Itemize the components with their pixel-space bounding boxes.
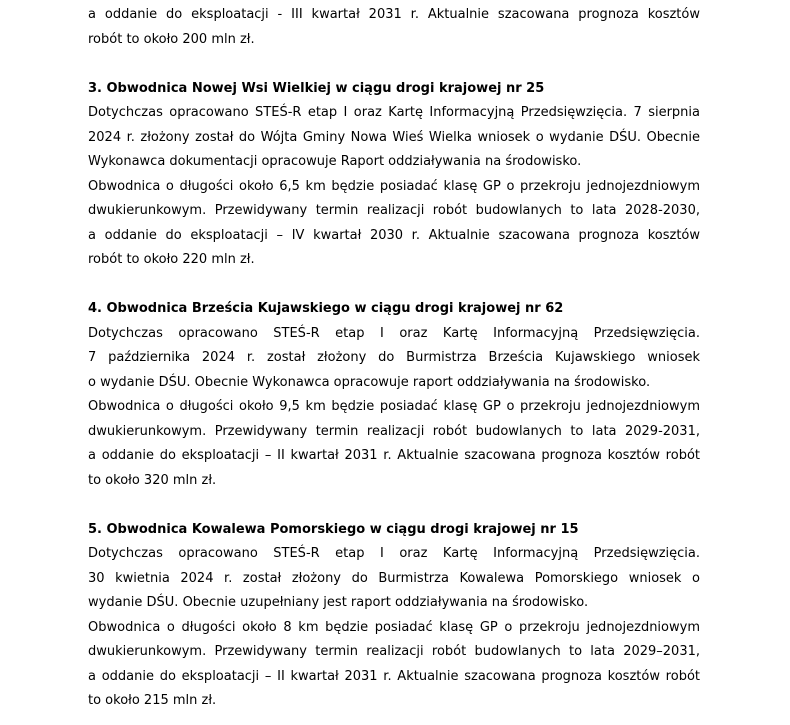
section-heading-3: 3. Obwodnica Nowej Wsi Wielkiej w ciągu drogi krajowej nr 25	[88, 80, 545, 96]
text-line: dwukierunkowym. Przewidywany termin realizacji robót budowlanych to lata 2028-2030,	[88, 203, 700, 218]
blank-line	[88, 493, 700, 518]
text-line: Dotychczas opracowano STEŚ-R etap I oraz Kartę Informacyjną Przedsięwzięcia. 7 sierpnia	[88, 105, 700, 120]
text-line: wydanie DŚU. Obecnie uzupełniany jest raport oddziaływania na środowisko.	[88, 595, 589, 610]
text-line: dwukierunkowym. Przewidywany termin realizacji robót budowlanych to lata 2029–2031,	[88, 644, 700, 659]
document-content	[88, 3, 700, 714]
text-line: Dotychczas opracowano STEŚ-R etap I oraz Kartę Informacyjną Przedsięwzięcia.	[88, 325, 700, 341]
text-line: a oddanie do eksploatacji – II kwartał 2031 r. Aktualnie szacowana prognoza kosztów robót	[88, 668, 700, 684]
intro-line: robót to około 200 mln zł.	[88, 31, 255, 47]
section-heading-5: 5. Obwodnica Kowalewa Pomorskiego w ciągu drogi krajowej nr 15	[88, 521, 579, 537]
section-heading-4: 4. Obwodnica Brześcia Kujawskiego w ciągu drogi krajowej nr 62	[88, 301, 564, 316]
text-line: robót to około 220 mln zł.	[88, 252, 255, 267]
text-line: 2024 r. złożony został do Wójta Gminy Nowa Wieś Wielka wniosek o wydanie DŚU. Obecnie	[88, 129, 700, 145]
blank-line	[88, 273, 700, 298]
text-line: a oddanie do eksploatacji – II kwartał 2031 r. Aktualnie szacowana prognoza kosztów robót	[88, 448, 700, 463]
blank-line	[88, 52, 700, 77]
text-line: Obwodnica o długości około 8 km będzie posiadać klasę GP o przekroju jednojezdniowym	[88, 619, 700, 635]
text-line: a oddanie do eksploatacji – IV kwartał 2030 r. Aktualnie szacowana prognoza kosztów	[88, 227, 700, 243]
text-line: Wykonawca dokumentacji opracowuje Raport oddziaływania na środowisko.	[88, 154, 582, 169]
intro-line: a oddanie do eksploatacji - III kwartał 2031 r. Aktualnie szacowana prognoza kosztów	[88, 7, 700, 22]
text-line: 30 kwietnia 2024 r. został złożony do Burmistrza Kowalewa Pomorskiego wniosek o	[88, 570, 700, 586]
text-line: Obwodnica o długości około 6,5 km będzie posiadać klasę GP o przekroju jednojezdniowym	[88, 178, 700, 194]
text-line: to około 215 mln zł.	[88, 693, 217, 708]
text-line: Obwodnica o długości około 9,5 km będzie posiadać klasę GP o przekroju jednojezdniowym	[88, 399, 700, 414]
text-line: 7 października 2024 r. został złożony do Burmistrza Brześcia Kujawskiego wniosek	[88, 350, 700, 365]
text-line: o wydanie DŚU. Obecnie Wykonawca opracowuje raport oddziaływania na środowisko.	[88, 374, 651, 390]
text-line: dwukierunkowym. Przewidywany termin realizacji robót budowlanych to lata 2029-2031,	[88, 423, 700, 439]
text-line: to około 320 mln zł.	[88, 472, 217, 488]
text-line: Dotychczas opracowano STEŚ-R etap I oraz Kartę Informacyjną Przedsięwzięcia.	[88, 546, 700, 561]
